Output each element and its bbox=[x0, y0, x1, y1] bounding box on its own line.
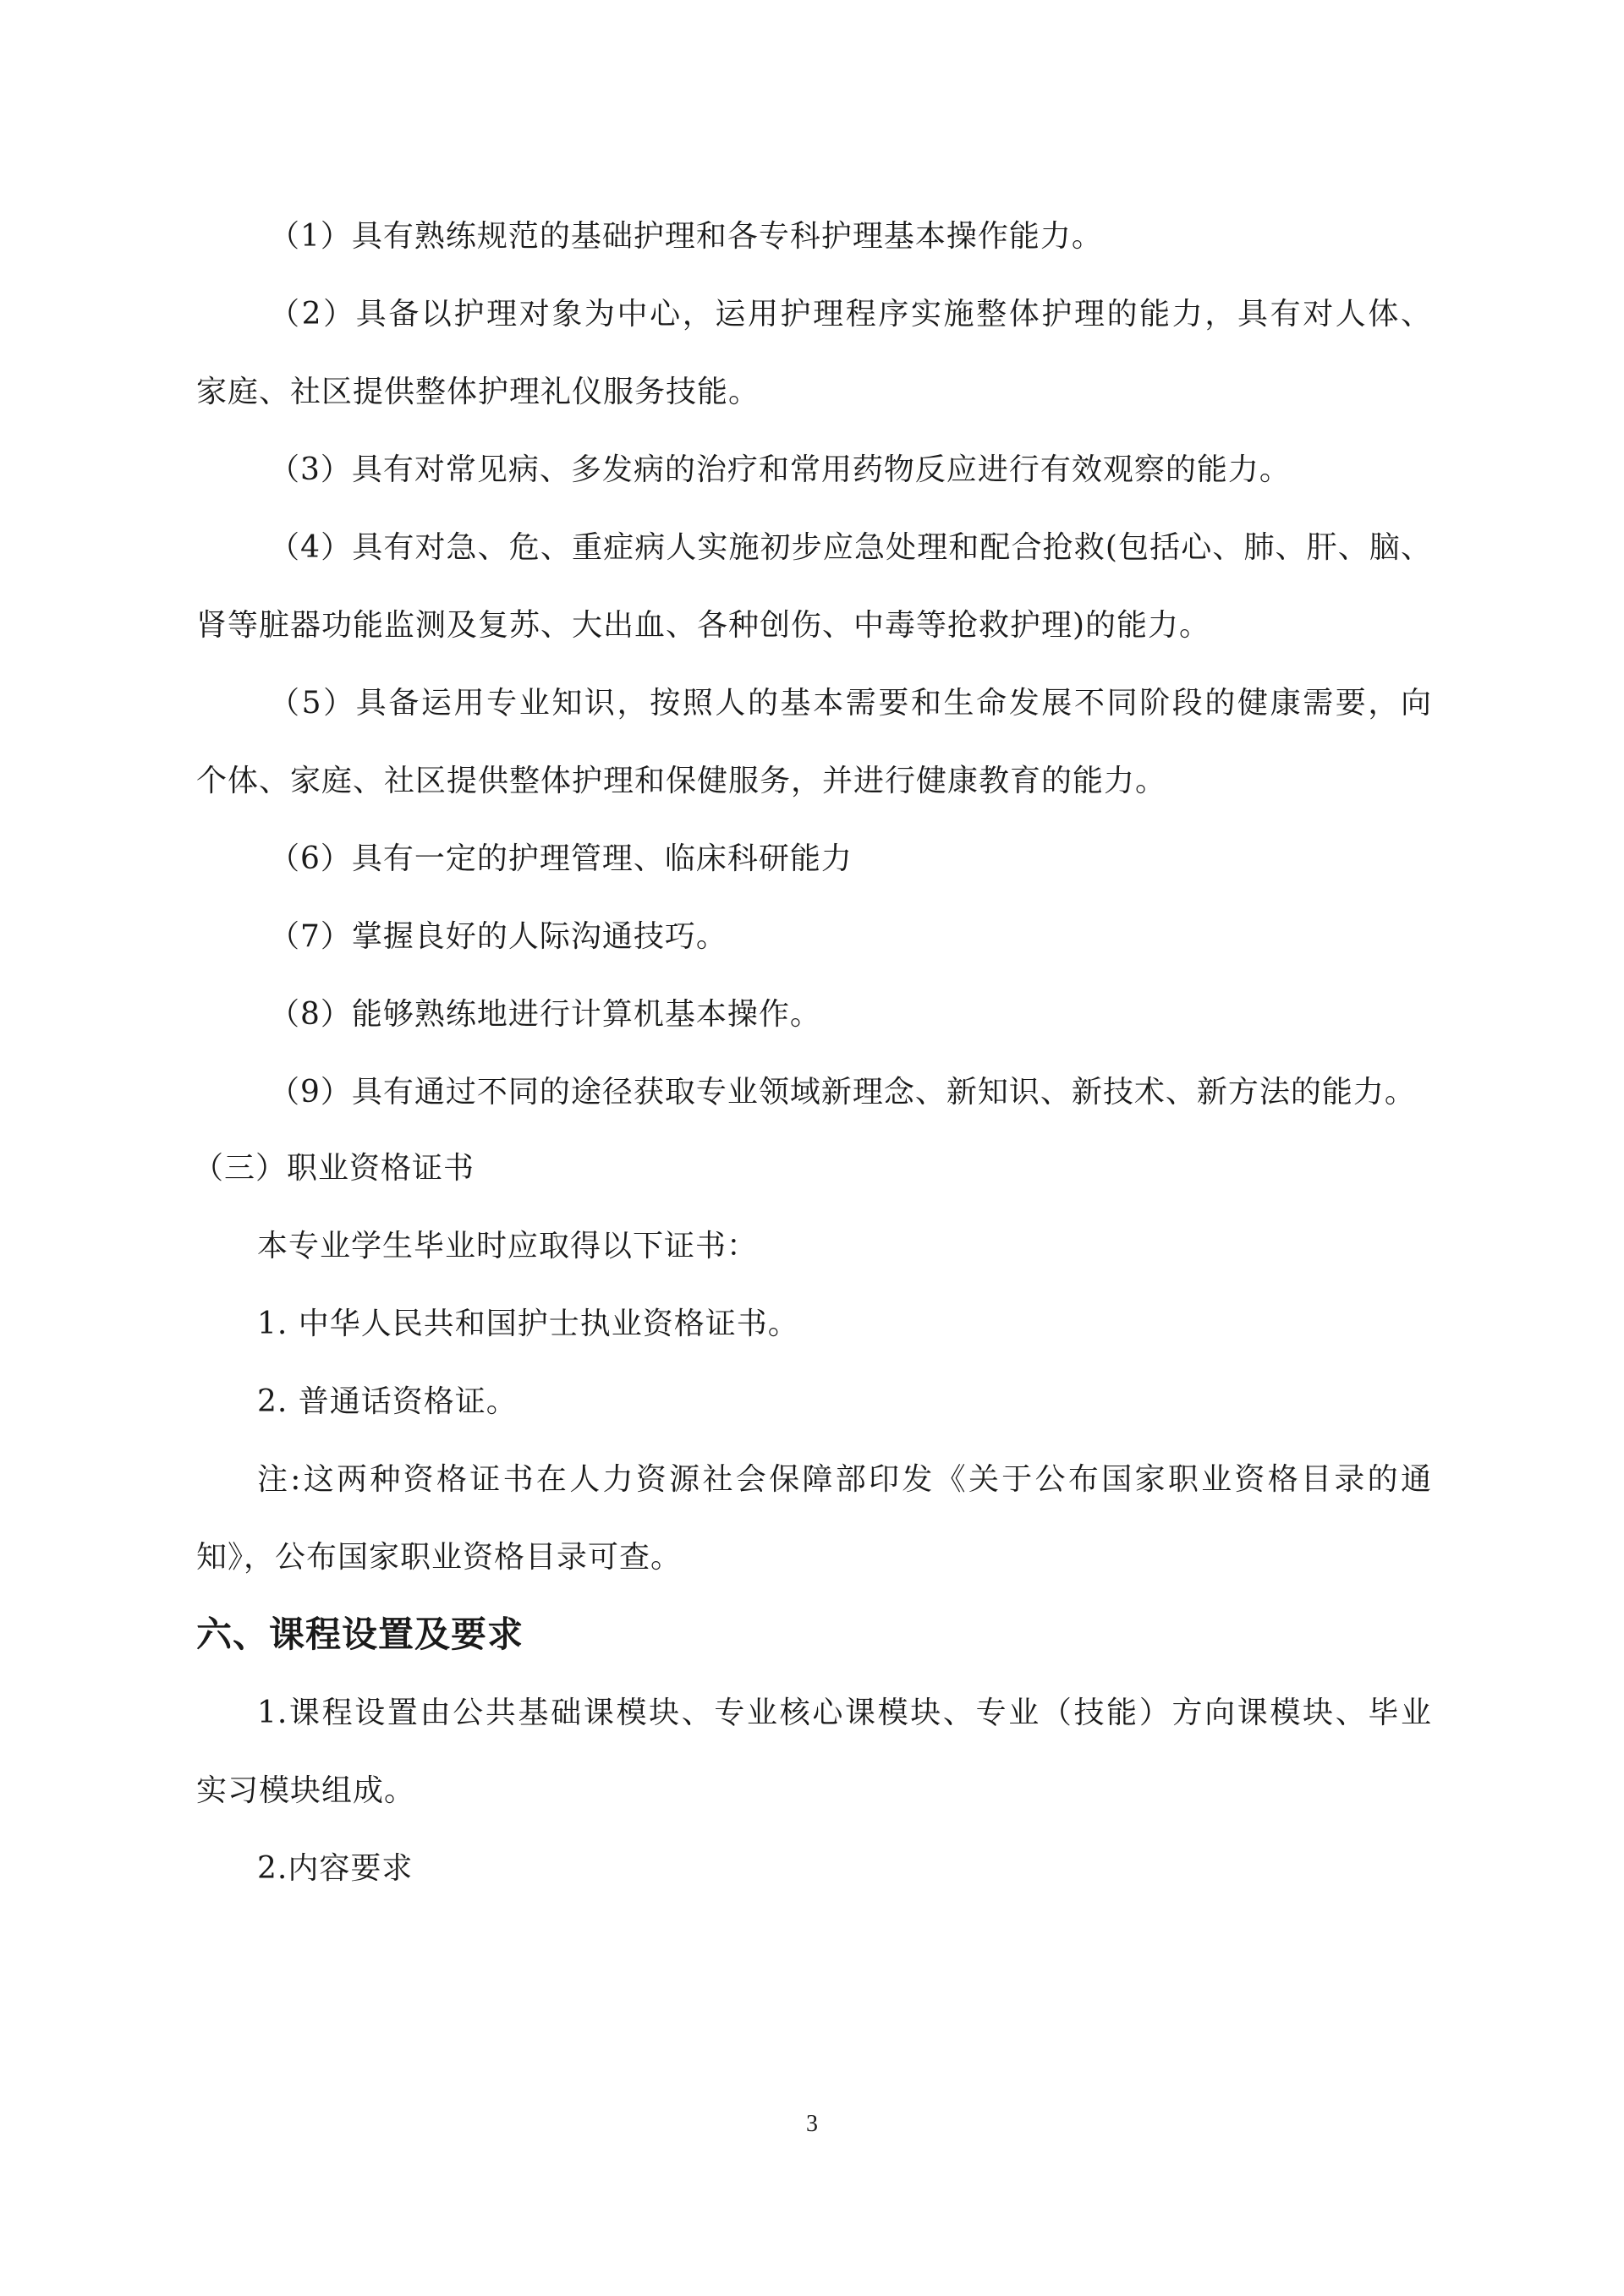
ability-5-line-1: （5）具备运用专业知识，按照人的基本需要和生命发展不同阶段的健康需要，向 bbox=[269, 686, 1432, 721]
ability-2-line-1: （2）具备以护理对象为中心，运用护理程序实施整体护理的能力，具有对人体、 bbox=[269, 297, 1432, 332]
ability-6: （6）具有一定的护理管理、临床科研能力 bbox=[269, 841, 853, 876]
ability-5-line-2: 个体、家庭、社区提供整体护理和保健服务，并进行健康教育的能力。 bbox=[196, 764, 1167, 798]
ability-7: （7）掌握良好的人际沟通技巧。 bbox=[269, 919, 727, 954]
section-item-1-line-2: 实习模块组成。 bbox=[196, 1773, 416, 1808]
certificates-intro: 本专业学生毕业时应取得以下证书： bbox=[257, 1229, 759, 1263]
certificates-note-line-1: 注:这两种资格证书在人力资源社会保障部印发《关于公布国家职业资格目录的通 bbox=[257, 1462, 1432, 1497]
ability-1: （1）具有熟练规范的基础护理和各专科护理基本操作能力。 bbox=[269, 219, 1103, 254]
section-item-2: 2.内容要求 bbox=[257, 1851, 414, 1886]
section-item-1-line-1: 1.课程设置由公共基础课模块、专业核心课模块、专业（技能）方向课模块、毕业 bbox=[257, 1696, 1432, 1730]
ability-3: （3）具有对常见病、多发病的治疗和常用药物反应进行有效观察的能力。 bbox=[269, 452, 1291, 487]
certificate-item-1: 1. 中华人民共和国护士执业资格证书。 bbox=[257, 1307, 799, 1341]
page-number: 3 bbox=[806, 2111, 818, 2137]
section-heading: 六、课程设置及要求 bbox=[196, 1614, 524, 1655]
certificates-heading: （三）职业资格证书 bbox=[193, 1151, 475, 1186]
ability-4-line-1: （4）具有对急、危、重症病人实施初步应急处理和配合抢救(包括心、肺、肝、脑、 bbox=[269, 530, 1432, 565]
ability-2-line-2: 家庭、社区提供整体护理礼仪服务技能。 bbox=[196, 375, 760, 409]
certificate-item-2: 2. 普通话资格证。 bbox=[257, 1384, 518, 1419]
certificates-note-line-2: 知》，公布国家职业资格目录可查。 bbox=[196, 1540, 683, 1575]
ability-9: （9）具有通过不同的途径获取专业领域新理念、新知识、新技术、新方法的能力。 bbox=[269, 1075, 1416, 1110]
ability-8: （8）能够熟练地进行计算机基本操作。 bbox=[269, 997, 821, 1032]
ability-4-line-2: 肾等脏器功能监测及复苏、大出血、各种创伤、中毒等抢救护理)的能力。 bbox=[196, 608, 1211, 643]
